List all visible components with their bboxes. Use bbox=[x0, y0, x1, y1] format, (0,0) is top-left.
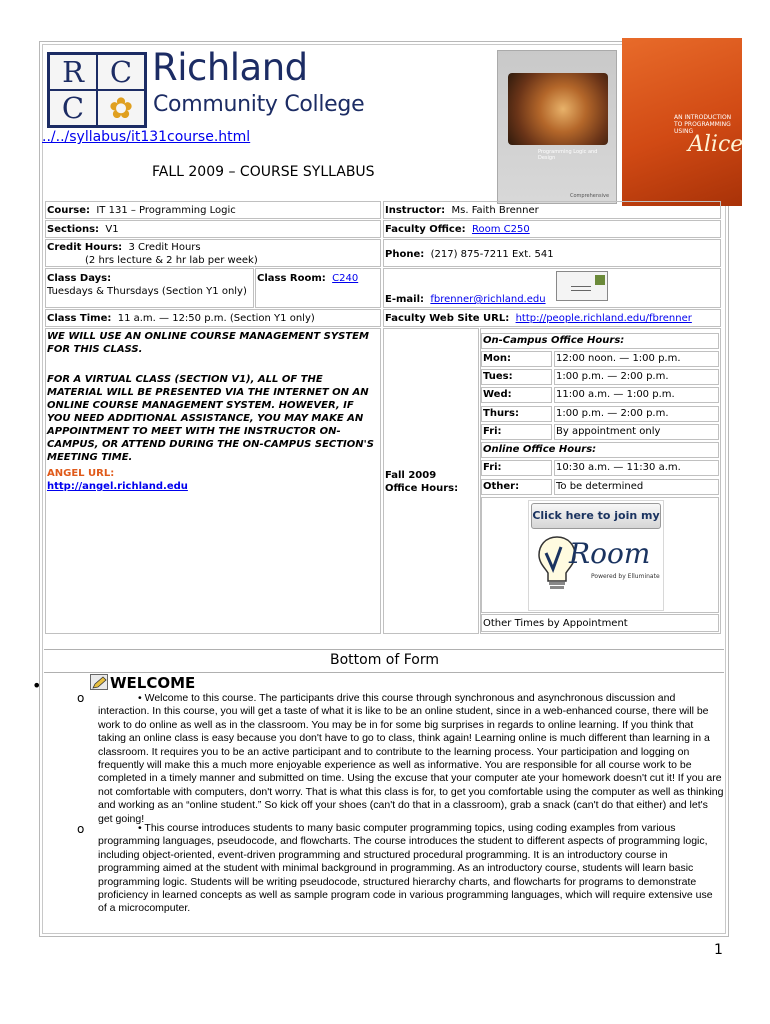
sections-label: Sections: bbox=[47, 224, 100, 235]
credit-field bbox=[47, 241, 201, 254]
syllabus-link[interactable]: ../../syllabus/it131course.html bbox=[42, 129, 251, 145]
logo-letter-c2: C bbox=[50, 91, 96, 125]
web-label: Faculty Web Site URL: bbox=[385, 313, 510, 324]
book-cover-programming-logic bbox=[497, 50, 617, 204]
book1-title: Programming Logic and Design bbox=[538, 149, 598, 161]
course-value: IT 131 – Programming Logic bbox=[96, 205, 236, 216]
web-field bbox=[385, 312, 692, 325]
credit-label: Credit Hours: bbox=[47, 242, 123, 253]
course-label: Course: bbox=[47, 205, 90, 216]
angel-link[interactable]: http://angel.richland.edu bbox=[47, 481, 188, 492]
welcome-paragraph-1: • Welcome to this course. The participants drive this course through synchronous and asynchronous discussion and interaction. In this course, you will get a taste of what it is like to be an online student, since in a web-enhanced course, there will be work to do online as well as in the classroom. You may be in for some big surprises in regards to online learning. If you think that taking an online class is easy because you don't have to go to class, think again! Learning online is much different than learning in a classroom. It requires you to be an active participant and to contribute to the learning process. Your participation and logging on frequently will make this a much more enjoyable experience as well as informative. You are responsible for all course work to be completed in a timely manner and submitted on time. Using the excuse that your computer ate your homework doesn't cut it! If you are not comfortable with computers, don't worry. That is what this class is for, to get you comfortable using the computer as well as thinking and working as an “online student.” So kick off your shoes (can't do that in a classroom), grab a snack (can't do that either) and let's get going! bbox=[98, 692, 724, 825]
instructor-label: Instructor: bbox=[385, 205, 446, 216]
logo-subname: Community College bbox=[153, 92, 365, 117]
notice-paragraph-2: FOR A VIRTUAL CLASS (SECTION V1), ALL OF THE MATERIAL WILL BE PRESENTED VIA THE INTERNET ON AN ONLINE COURSE MANAGEMENT SYSTEM. HOWEVER, IF YOU NEED ADDITIONAL ASSISTANCE, YOU MAY MAKE AN APPOINTMENT TO MEET WITH THE INSTRUCTOR ON-CAMPUS, OR ATTEND DURING THE ON-CAMPUS SECTION'S MEETING TIME. bbox=[47, 374, 374, 463]
time-value: 11 a.m. — 12:50 p.m. (Section Y1 only) bbox=[117, 313, 315, 324]
logo-letter-r: R bbox=[50, 55, 96, 89]
hours-label-line1: Fall 2009 bbox=[385, 470, 437, 481]
sections-value: V1 bbox=[105, 224, 119, 235]
book1-subtitle: Comprehensive bbox=[570, 193, 610, 199]
hours-day: Fri: bbox=[481, 424, 552, 440]
form-divider-top bbox=[44, 649, 724, 650]
office-field bbox=[385, 223, 530, 236]
hours-time: To be determined bbox=[554, 479, 719, 495]
instructor-value: Ms. Faith Brenner bbox=[451, 205, 539, 216]
hours-day: Tues: bbox=[481, 369, 552, 385]
welcome-title: WELCOME bbox=[110, 674, 196, 692]
address-line bbox=[571, 290, 591, 291]
room-link[interactable]: C240 bbox=[332, 273, 359, 284]
phone-label: Phone: bbox=[385, 249, 425, 260]
hours-time: 1:00 p.m. — 2:00 p.m. bbox=[554, 406, 719, 422]
course-field bbox=[47, 204, 236, 217]
phone-value: (217) 875-7211 Ext. 541 bbox=[430, 249, 554, 260]
hours-day: Thurs: bbox=[481, 406, 552, 422]
address-line bbox=[571, 286, 591, 287]
page-number: 1 bbox=[714, 942, 723, 958]
book-cover-alice bbox=[622, 38, 742, 206]
list-bullet: • bbox=[32, 676, 42, 695]
form-divider-bottom bbox=[44, 672, 724, 673]
logo-flower-icon: ✿ bbox=[98, 91, 144, 125]
email-label: E-mail: bbox=[385, 294, 425, 305]
sub-bullet: o bbox=[77, 822, 85, 836]
vroom-powered: Powered by Elluminate bbox=[591, 573, 660, 580]
instructor-field bbox=[385, 204, 539, 217]
email-link[interactable]: fbrenner@richland.edu bbox=[430, 294, 546, 305]
hours-day: Fri: bbox=[481, 460, 552, 476]
sections-field bbox=[47, 223, 119, 236]
hours-day: Wed: bbox=[481, 387, 552, 403]
online-header: Online Office Hours: bbox=[481, 442, 719, 458]
oncampus-header: On-Campus Office Hours: bbox=[481, 333, 719, 349]
hours-time: 12:00 noon. — 1:00 p.m. bbox=[554, 351, 719, 367]
hours-day: Mon: bbox=[481, 351, 552, 367]
book-cover-art bbox=[508, 73, 608, 145]
room-label: Class Room: bbox=[257, 273, 326, 284]
bottom-of-form: Bottom of Form bbox=[330, 652, 440, 668]
hours-label-line2: Office Hours: bbox=[385, 483, 459, 494]
book2-word: Alice bbox=[688, 132, 744, 157]
days-value: Tuesdays & Thursdays (Section Y1 only) bbox=[47, 286, 247, 297]
office-label: Faculty Office: bbox=[385, 224, 466, 235]
room-field bbox=[257, 272, 358, 285]
vroom-join-button[interactable] bbox=[528, 500, 664, 611]
hours-time: 1:00 p.m. — 2:00 p.m. bbox=[554, 369, 719, 385]
credit-value: 3 Credit Hours bbox=[128, 242, 201, 253]
logo-name: Richland bbox=[152, 46, 308, 89]
welcome-paragraph-2: • This course introduces students to many basic computer programming topics, using coding examples from various programming languages, pseudocode, and flowcharts. The course introduces the student to different aspects of programming logic, including object-oriented, event-driven programming and structured procedural programming. It is an introductory course in programming aimed at the student with minimal background in programming. As an introductory course, students will learn basic programming logic. Students will be writing pseudocode, structured hierarchy charts, and flowcharts for programs to demonstrate proficiency in learned concepts as well as sample program code in various programming languages, which will require extensive use of a microcomputer. bbox=[98, 822, 713, 915]
logo-emblem bbox=[47, 52, 147, 128]
days-label: Class Days: bbox=[47, 273, 112, 284]
pencil-icon bbox=[91, 676, 107, 690]
stamp-icon bbox=[595, 275, 605, 285]
book2-title: AN INTRODUCTION TO PROGRAMMING USING bbox=[674, 114, 732, 135]
pencil-note-icon bbox=[90, 674, 108, 690]
hours-day: Other: bbox=[481, 479, 552, 495]
hours-time: 10:30 a.m. — 11:30 a.m. bbox=[554, 460, 719, 476]
credit-detail: (2 hrs lecture & 2 hr lab per week) bbox=[85, 255, 258, 266]
email-field bbox=[385, 293, 546, 306]
envelope-icon[interactable] bbox=[556, 271, 608, 301]
hours-time: By appointment only bbox=[554, 424, 719, 440]
sub-bullet: o bbox=[77, 691, 85, 705]
phone-field bbox=[385, 248, 554, 261]
hours-time: 11:00 a.m. — 1:00 p.m. bbox=[554, 387, 719, 403]
notice-paragraph-1: WE WILL USE AN ONLINE COURSE MANAGEMENT SYSTEM FOR THIS CLASS. bbox=[47, 331, 369, 355]
richland-logo bbox=[47, 46, 365, 128]
other-times: Other Times by Appointment bbox=[483, 618, 628, 629]
logo-letter-c: C bbox=[98, 55, 144, 89]
web-link[interactable]: http://people.richland.edu/fbrenner bbox=[515, 313, 692, 324]
time-label: Class Time: bbox=[47, 313, 112, 324]
office-link[interactable]: Room C250 bbox=[471, 224, 530, 235]
angel-label: ANGEL URL: bbox=[47, 468, 115, 479]
page-title: FALL 2009 – COURSE SYLLABUS bbox=[152, 164, 375, 180]
vroom-word: Room bbox=[569, 537, 651, 570]
time-field bbox=[47, 312, 315, 325]
vroom-join-label: Click here to join my bbox=[531, 503, 661, 529]
